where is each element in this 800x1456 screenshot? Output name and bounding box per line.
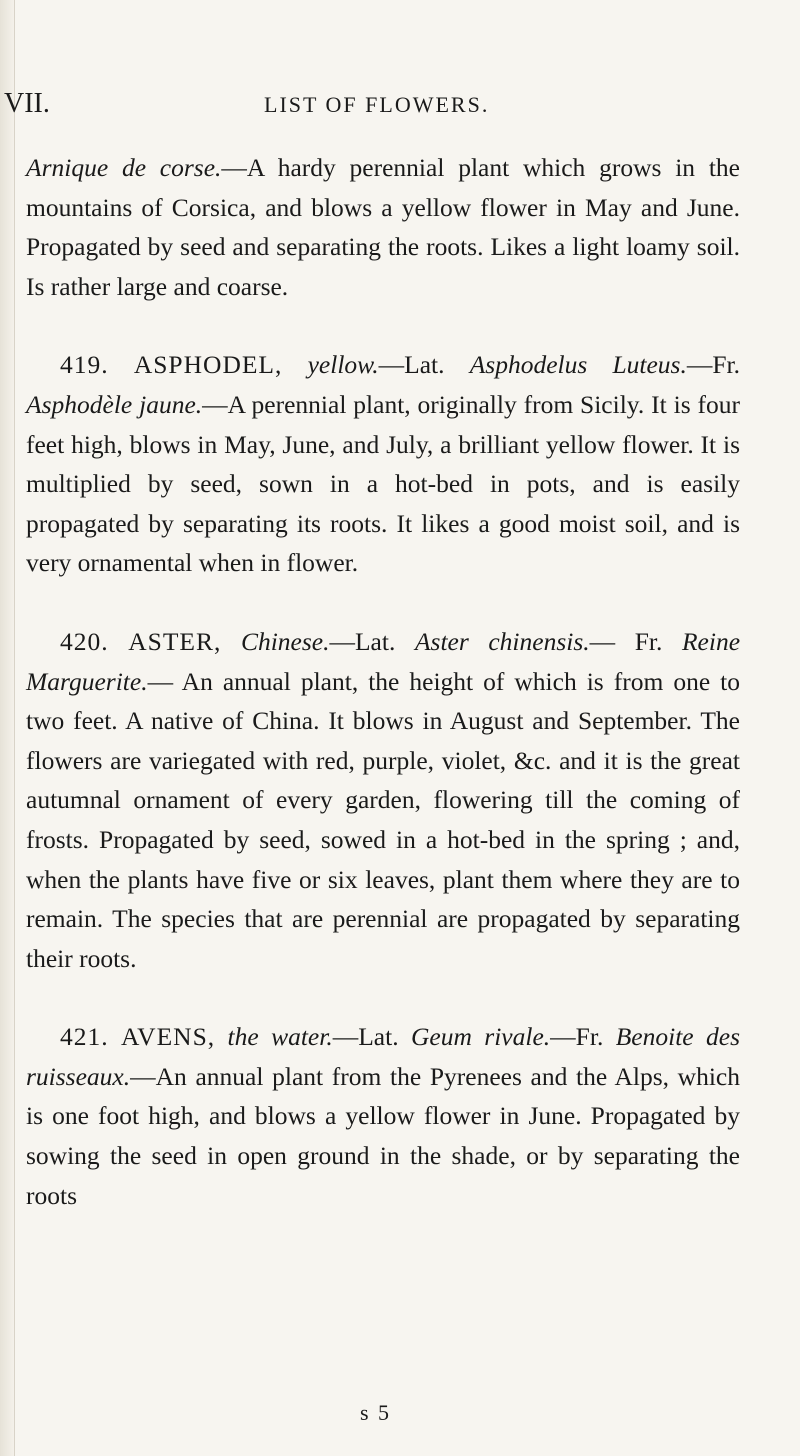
entry-heading: ASTER, [128,626,222,656]
french-name: Benoite des ruisseaux. [26,1022,741,1091]
entry-420 [26,622,740,978]
signature-mark: s 5 [360,1400,392,1425]
entry-body: — An annual plant, the height of which is from one to two feet. A native of China. It blows in August and September. The flowers are variegated with red, purple, violet, &c. and it is the great autumnal ornament of every garden, flowering till the coming of frosts. Propagated by seed, sowed in a hot-bed in the spring ; and, when the plants have five or six leaves, plant them where they are to remain. The species that are perennial are propagated by separating their roots. [26,666,740,973]
entry-body: —A perennial plant, originally from Sicily. It is four feet high, blows in May, June, and July, a brilliant yellow flower. It is multiplied by seed, sown in a hot-bed in pots, and is easily propagated by separating its roots. It likes a good moist soil, and is very ornamental when in flower. [26,389,740,578]
fr-label: —Fr. [550,1022,604,1052]
lat-label: —Lat. [332,1022,399,1052]
entry-number: 419. [60,350,109,380]
latin-name: Aster chinensis. [414,626,590,656]
entry-heading: AVENS, [121,1022,216,1052]
fr-label: — Fr. [589,626,663,656]
entry-arnique [26,148,740,306]
entry-common: Chinese. [240,626,330,656]
entry-body: —A hardy perennial plant which grows in the mountains of Corsica, and blows a yellow flower in May and June. Propagated by seed and separating the roots. Likes a light loamy soil. Is rather large and coarse. [26,153,740,301]
lat-label: —Lat. [329,626,396,656]
page-body [26,148,740,1215]
entry-number: 420. [60,626,109,656]
fr-label: —Fr. [686,350,741,380]
entry-body: —An annual plant from the Pyrenees and the Alps, which is one foot high, and blows a yellow flower in June. Propagated by sowing the seed in open ground in the shade, or by separating the roots [26,1061,740,1210]
entry-421 [26,1017,740,1215]
lat-label: —Lat. [378,350,445,380]
entry-number: 421. [60,1022,109,1052]
latin-name: Geum rivale. [411,1022,551,1052]
entry-name: Arnique de corse. [26,153,222,182]
latin-name: Asphodelus Luteus. [469,350,687,380]
french-name: Asphodèle jaune. [26,389,203,419]
entry-419 [26,345,740,583]
page-header [4,88,724,120]
page-gutter [0,0,15,1456]
entry-common: the water. [227,1022,333,1052]
entry-heading: ASPHODEL, [133,350,283,380]
chapter-number: VII. [4,88,50,119]
french-name: Reine Marguerite. [26,626,741,696]
running-head: LIST OF FLOWERS. [264,92,490,117]
entry-common: yellow. [307,350,379,380]
